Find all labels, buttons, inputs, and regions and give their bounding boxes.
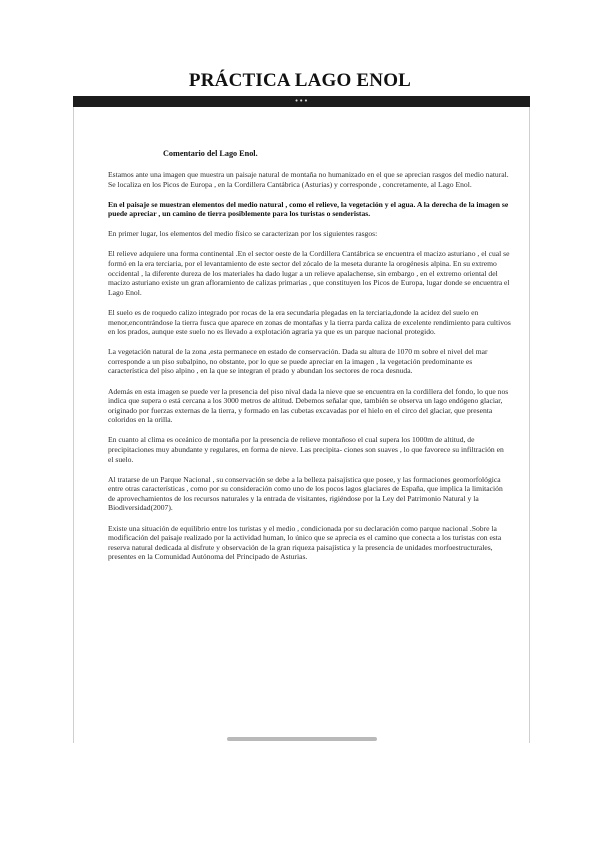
page-title: PRÁCTICA LAGO ENOL xyxy=(188,70,412,91)
paragraph-national-park: Al tratarse de un Parque Nacional , su conservación se debe a la belleza paisajística que posee, y las formaciones geomorfológica entre otras características , como por su consideración como uno de los pocos lagos glaciares de España, que implica la limitación de aprovechamientos de los recursos naturales y la entrada de visitantes, rigiéndose por la Ley del Patrimonio Natural y la Biodiversidad(2007). xyxy=(108,474,503,513)
paragraph-snow: Además en esta imagen se puede ver la presencia del piso nival dada la nieve que se encuentra en la cordillera del fondo, lo que nos indica que supera o está cercana a los 3000 metros de altitud. Debemos señalar que, también se observa un lago endógeno glaciar, originado por fuerzas externas de la tierra, y formado en las cubetas excavadas por el hielo en el circo del glaciar, que presenta coloridos en la orilla. xyxy=(108,386,509,425)
paragraph-relief: El relieve adquiere una forma continental .En el sector oeste de la Cordillera Cantábrica se encuentra el macizo asturiano , el cual se formó en la era terciaria, por el levantamiento de este sector del zócalo de la meseta durante la orogénesis alpina. En su extremo occidental , la diferente dureza de los materiales ha dado lugar a un relieve apalachense, sin embargo , en el extremo oriental del macizo asturiano existe un gran afloramiento de calizas primarias , que constituyen los Picos de Europa, lugar donde se encuentra el Lago Enol. xyxy=(108,249,510,297)
document-page xyxy=(74,107,529,743)
paragraph-elements: En el paisaje se muestran elementos del medio natural , como el relieve, la vegetación y el agua. A la derecha de la imagen se puede apreciar , un camino de tierra posiblemente para los turistas o senderistas. xyxy=(108,199,509,219)
paragraph-climate: En cuanto al clima es oceánico de montaña por la presencia de relieve montañoso el cual supera los 1000m de altitud, de precipitaciones muy abundante y regulares, en forma de nieve. Las precipita- ciones son suaves , lo que favorece su infiltración en el suelo. xyxy=(108,435,504,464)
paragraph-vegetation: La vegetación natural de la zona ,esta permanece en estado de conservación. Dada su altura de 1070 m sobre el nivel del mar corresponde a un piso subalpino, no obstante, por lo que se puede apreciar en la imagen , la vegetación predominante es característica del piso alpino , en la que se integran el prado y abundan los sectores de roca desnuda. xyxy=(108,347,488,376)
document-viewer[interactable] xyxy=(73,96,530,743)
paragraph-soil: El suelo es de roquedo calizo integrado por rocas de la era secundaria plegadas en la terciaria,donde la acidez del suelo en menor,encontrándose la tierra fusca que aparece en zonas de montañas y la tierra parda caliza de excelente rendimiento para cultivos en los prados, aunque este suelo no es llevado a explotación agraria ya que es un parque nacional protegido. xyxy=(108,307,511,337)
paragraph-first-place: En primer lugar, los elementos del medio físico se caracterizan por los siguientes rasgos: xyxy=(108,229,378,239)
document-heading: Comentario del Lago Enol. xyxy=(163,149,258,158)
paragraph-intro: Estamos ante una imagen que muestra un paisaje natural de montaña no humanizado en el que se aprecian rasgos del medio natural. Se localiza en los Picos de Europa , en la Cordillera Cantábrica (Asturias) y corresponde , concretamente, al Lago Enol. xyxy=(108,170,509,189)
more-options-icon[interactable]: ••• xyxy=(294,97,309,105)
viewer-toolbar xyxy=(73,96,530,107)
paragraph-equilibrium: Existe una situación de equilibrio entre los turistas y el medio , condicionada por su declaración como parque nacional .Sobre la modificación del paisaje realizado por la actividad human, lo único que se aprecia es el camino que conecta a los turistas con esta reserva natural dedicada al disfrute y observación de la gran riqueza paisajística y la presencia de unidades morfoestructurales, presentes en la Comunidad Autónoma del Principado de Asturias. xyxy=(108,523,502,562)
horizontal-scrollbar[interactable] xyxy=(227,737,377,741)
